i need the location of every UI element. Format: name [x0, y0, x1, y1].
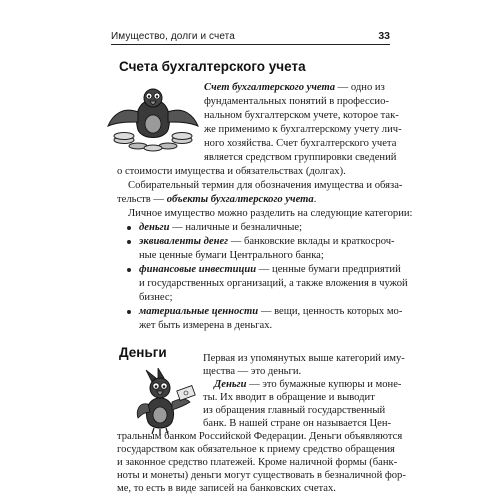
money-line-6: банк. В нашей стране он называется Цен- [203, 418, 392, 429]
bullet-money-equivalents-cont: ные ценные бумаги Центрального банка; [139, 250, 324, 261]
intro-line-5: ного хозяйства. Счет бухгалтерского учета [204, 138, 397, 149]
intro-line-9: тельств — объекты бухгалтерского учета. [117, 194, 317, 205]
money-line-2: щества — это деньги. [203, 366, 302, 377]
bullet-material-values: материальные ценности — вещи, ценность которых мо- [139, 306, 403, 317]
section-heading-money: Деньги [119, 345, 167, 360]
page-number: 33 [378, 30, 390, 42]
intro-line-10: Личное имущество можно разделить на следующие категории: [128, 208, 413, 219]
money-line-4: ты. Их вводит в обращение и выводит [203, 392, 375, 403]
money-line-10: ноты и монеты) деньги могут существовать в безналичной фор- [117, 470, 406, 481]
intro-line-8: Собирательный термин для обозначения имущества и обяза- [128, 180, 403, 191]
bullet-financial-investments-cont-2: бизнес; [139, 292, 173, 303]
money-line-9: и законное средство платежей. Кроме наличной формы (банк- [117, 457, 398, 468]
intro-line-6: является средством группировки сведений [204, 152, 397, 163]
money-line-3: Деньги — это бумажные купюры и моне- [214, 379, 402, 390]
banknote-icon [177, 386, 195, 401]
parrot-coins-illustration [104, 86, 202, 152]
money-line-8: государством как обязательное к приему средство обращения [117, 444, 395, 455]
term-money: Деньги [214, 379, 247, 390]
intro-line-1: Счет бухгалтерского учета — одно из [204, 82, 385, 93]
term-accounting-objects: объекты бухгалтерского учета [166, 194, 314, 205]
parrot-icon [108, 89, 198, 138]
bullet-material-values-cont: жет быть измерена в деньгах. [139, 320, 273, 331]
bullet-financial-investments: финансовые инвестиции — ценные бумаги предприятий [139, 264, 401, 275]
bullet-icon [127, 240, 131, 244]
intro-line-2: фундаментальных понятий в профессио- [204, 96, 389, 107]
money-line-5: из обращения главный государственный [203, 405, 386, 416]
parrot-icon [137, 368, 190, 435]
money-line-1: Первая из упомянутых выше категорий иму- [203, 353, 405, 364]
parrot-money-illustration [134, 368, 196, 436]
running-header [111, 31, 390, 45]
term-accounting-account: Счет бухгалтерского учета [204, 82, 336, 93]
section-heading-accounts: Счета бухгалтерского учета [119, 59, 306, 74]
intro-line-3: нальном бухгалтерском учете, которое так- [204, 110, 399, 121]
intro-line-7: о стоимости имущества и обязательствах (долгах). [117, 166, 346, 177]
bullet-icon [127, 226, 131, 230]
running-title: Имущество, долги и счета [111, 31, 235, 42]
bullet-financial-investments-cont-1: и государственных организаций, а также вложения в чужой [139, 278, 408, 289]
money-line-7: тральным банком Российской Федерации. Деньги объявляются [117, 431, 403, 442]
intro-line-4: же применимо к бухгалтерскому учету лич- [204, 124, 402, 135]
bullet-money: деньги — наличные и безналичные; [139, 222, 303, 233]
money-line-11-overflow: ме, то есть в виде записей на банковских счетах. [117, 483, 336, 494]
bullet-money-equivalents: эквиваленты денег — банковские вклады и краткосроч- [139, 236, 395, 247]
bullet-icon [127, 268, 131, 272]
bullet-icon [127, 310, 131, 314]
